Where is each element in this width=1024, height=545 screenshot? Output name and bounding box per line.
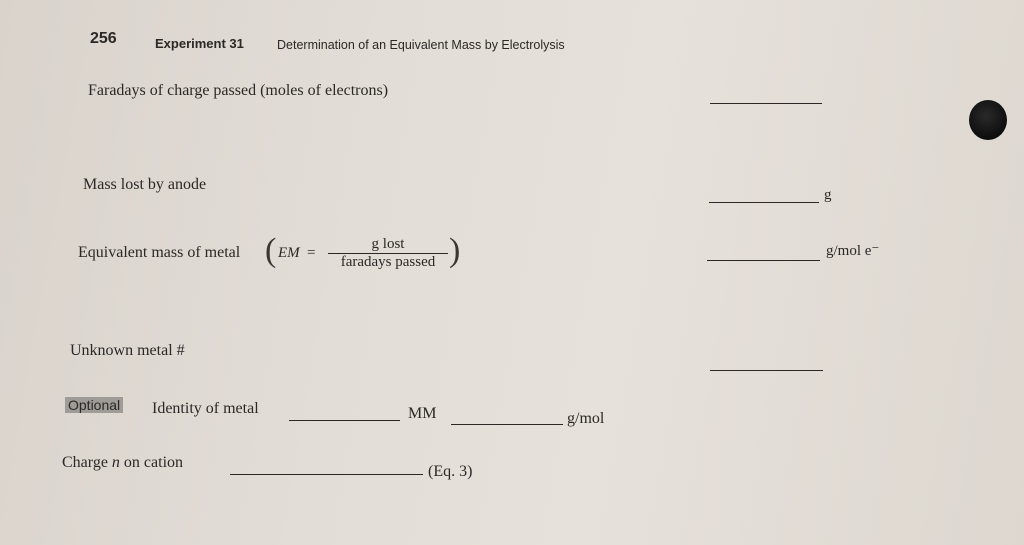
identity-blank[interactable]: [289, 420, 400, 421]
equivalent-mass-blank[interactable]: [707, 260, 820, 261]
charge-label-prefix: Charge: [62, 454, 112, 471]
charge-label-variable: n: [111, 454, 120, 471]
charge-label: [62, 454, 183, 472]
faradays-label: Faradays of charge passed (moles of electrons): [88, 82, 389, 99]
formula-denominator: faradays passed: [328, 253, 448, 271]
formula-right-paren: ): [449, 232, 461, 269]
equation-reference: (Eq. 3): [428, 463, 473, 480]
experiment-label: Experiment 31: [155, 36, 244, 51]
formula-numerator: g lost: [371, 236, 405, 252]
formula-equals: =: [307, 245, 316, 261]
mass-lost-unit: g: [824, 187, 832, 203]
formula-left-paren: (: [265, 232, 277, 269]
unknown-metal-blank[interactable]: [710, 370, 823, 371]
mm-blank[interactable]: [451, 424, 563, 425]
unknown-metal-label: Unknown metal #: [70, 342, 185, 359]
mm-unit: g/mol: [567, 410, 605, 427]
optional-badge: Optional: [65, 397, 123, 413]
experiment-title: Determination of an Equivalent Mass by Electrolysis: [277, 38, 565, 52]
formula-em: EM: [278, 245, 300, 261]
equivalent-mass-unit: g/mol e⁻: [826, 243, 880, 259]
identity-label: Identity of metal: [152, 400, 259, 417]
mass-lost-label: Mass lost by anode: [83, 176, 207, 193]
faradays-blank[interactable]: [710, 103, 822, 104]
charge-blank[interactable]: [230, 474, 423, 475]
charge-label-suffix: on cation: [119, 454, 184, 471]
mm-label: MM: [408, 405, 437, 422]
formula-fraction: [328, 236, 448, 271]
binder-hole: [969, 100, 1007, 140]
page-number: 256: [90, 30, 117, 47]
equivalent-mass-label: Equivalent mass of metal: [78, 244, 241, 261]
mass-lost-blank[interactable]: [709, 202, 819, 203]
